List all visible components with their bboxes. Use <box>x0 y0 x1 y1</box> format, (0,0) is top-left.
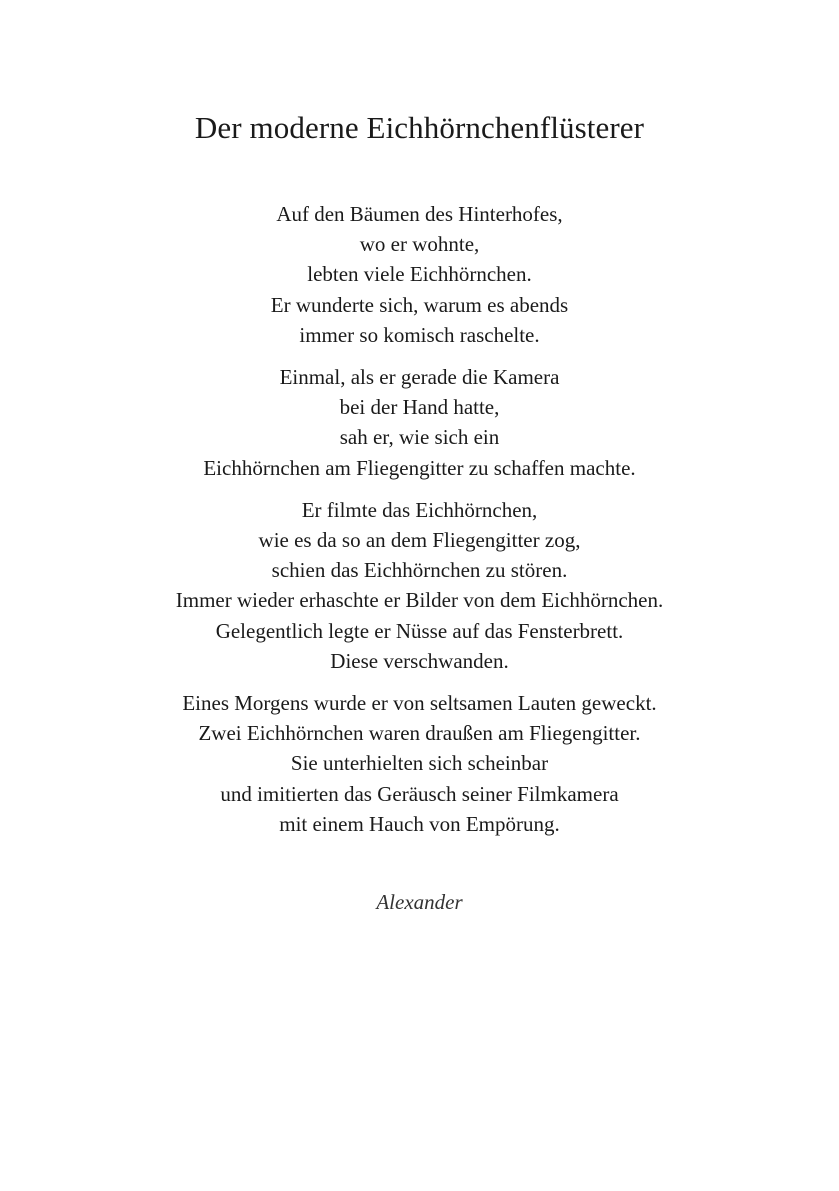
poem-line: mit einem Hauch von Empörung. <box>279 811 560 836</box>
stanza <box>0 362 839 483</box>
poem-line: schien das Eichhörnchen zu stören. <box>271 558 568 583</box>
poem-line: wo er wohnte, <box>359 232 480 257</box>
poem-line: Auf den Bäumen des Hinterhofes, <box>276 202 563 226</box>
poem-line: Eichhörnchen am Fliegengitter zu schaffen machte. <box>203 455 636 480</box>
poem-line: Zwei Eichhörnchen waren draußen am Fliegengitter. <box>198 721 641 746</box>
stanza <box>0 688 839 839</box>
poem-line: sah er, wie sich ein <box>339 425 500 450</box>
poem-title: Der moderne Eichhörnchenflüsterer <box>194 110 645 145</box>
poem-line: Eines Morgens wurde er von seltsamen Lauten geweckt. <box>182 691 657 716</box>
poem-body <box>0 199 839 851</box>
poem-line: Immer wieder erhaschte er Bilder von dem Eichhörnchen. <box>175 588 664 613</box>
poem-line: immer so komisch raschelte. <box>299 322 540 347</box>
poem-line: Diese verschwanden. <box>330 648 509 673</box>
poem-line: Gelegentlich legte er Nüsse auf das Fensterbrett. <box>215 618 624 643</box>
poem-line: Sie unterhielten sich scheinbar <box>290 751 549 776</box>
stanza <box>0 495 839 676</box>
poem-line: lebten viele Eichhörnchen. <box>307 262 532 287</box>
poem-line: Er filmte das Eichhörnchen, <box>301 497 538 522</box>
poem-line: und imitierten das Geräusch seiner Filmkamera <box>220 781 619 806</box>
poem-line: Einmal, als er gerade die Kamera <box>279 365 560 390</box>
poem-line: wie es da so an dem Fliegengitter zog, <box>258 528 581 553</box>
author-signature: Alexander <box>376 890 463 914</box>
poem-line: Er wunderte sich, warum es abends <box>270 292 569 317</box>
poem-line: bei der Hand hatte, <box>339 395 500 420</box>
stanza <box>0 199 839 350</box>
